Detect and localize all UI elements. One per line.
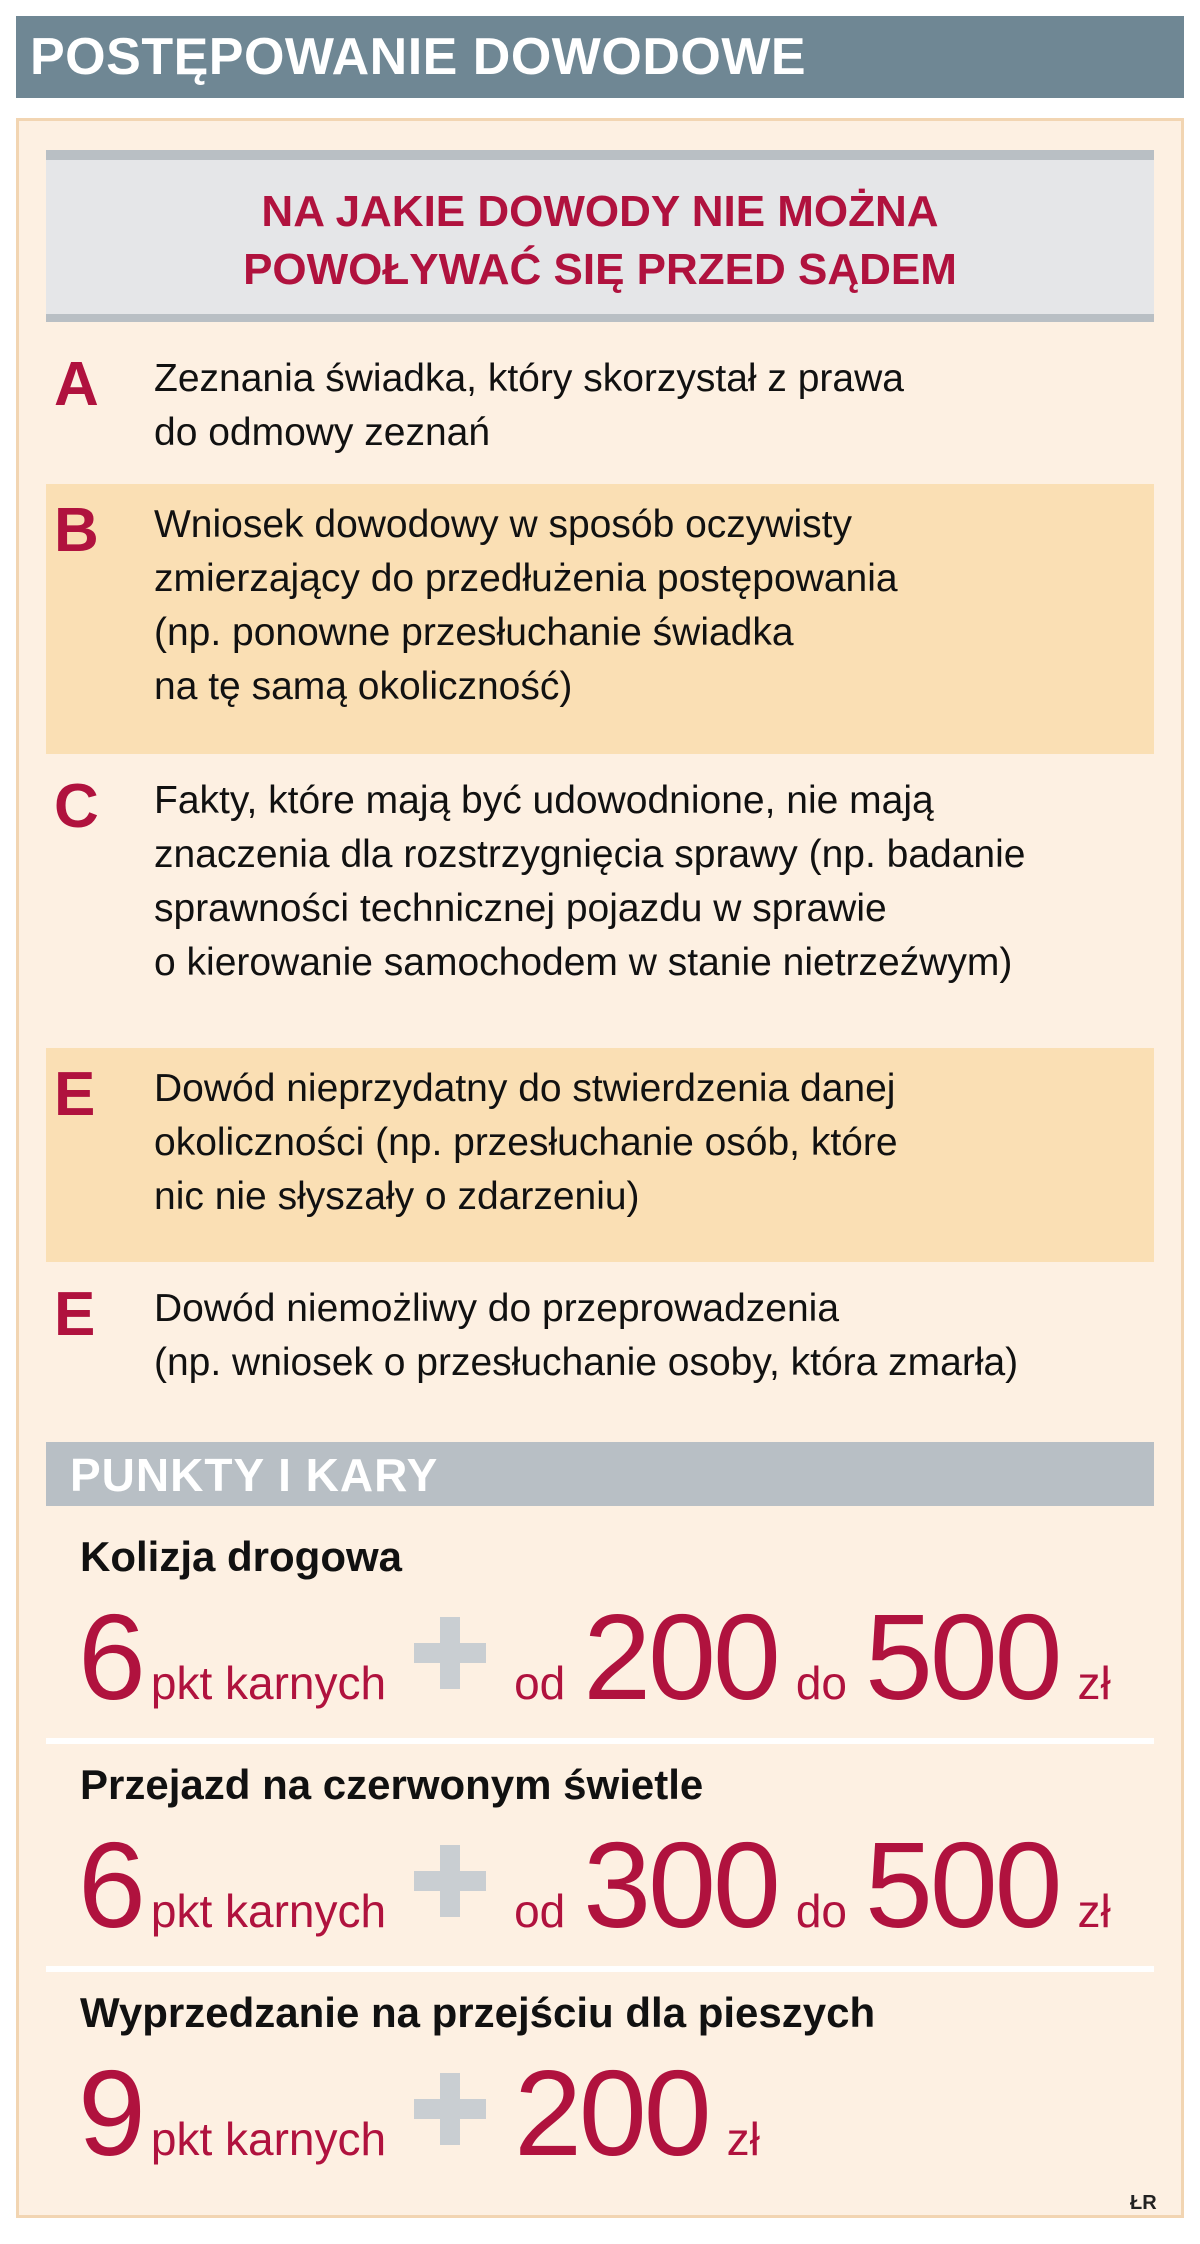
list-item — [46, 1268, 1154, 1430]
penalty-title: Kolizja drogowa — [80, 1533, 403, 1580]
item-text: Wniosek dowodowy w sposób oczywisty zmierzający do przedłużenia postępowania (np. ponowne przesłuchanie świadka na tę samą okoliczność) — [154, 503, 898, 708]
penalty-amount-from: 300 — [583, 1817, 778, 1953]
penalty-amount: 200 — [514, 2045, 709, 2181]
penalty-from-label: od — [514, 1657, 566, 1709]
section-heading — [46, 150, 1154, 322]
plus-icon — [414, 2073, 486, 2145]
penalty-to-label: do — [795, 1657, 847, 1709]
penalties-heading: PUNKTY I KARY — [46, 1442, 1154, 1506]
penalty-values — [78, 1589, 1111, 1725]
plus-icon — [414, 1845, 486, 1917]
penalty-points-label: pkt karnych — [150, 2113, 387, 2165]
penalty-points: 6 — [78, 1589, 143, 1725]
penalty-to-label: do — [795, 1885, 847, 1937]
page-title: POSTĘPOWANIE DOWODOWE — [16, 16, 1184, 98]
penalty-from-label: od — [514, 1885, 566, 1937]
item-letter: E — [54, 1060, 96, 1129]
item-text: Fakty, które mają być udowodnione, nie mają znaczenia dla rozstrzygnięcia sprawy (np. badanie sprawności technicznej pojazdu w sprawie o kierowanie samochodem w stanie nietrzeźwym) — [154, 779, 1026, 984]
list-item — [46, 484, 1154, 754]
penalty-title: Przejazd na czerwonym świetle — [80, 1761, 704, 1808]
penalty-points: 6 — [78, 1817, 143, 1953]
penalty-item — [46, 1518, 1154, 1736]
penalty-amount-to: 500 — [864, 1817, 1060, 1953]
item-letter: E — [54, 1280, 96, 1349]
divider — [46, 1966, 1154, 1972]
item-letter: B — [54, 496, 99, 565]
penalty-amount-from: 200 — [583, 1589, 778, 1725]
item-letter: C — [54, 772, 99, 841]
section-heading-line-2: POWOŁYWAĆ SIĘ PRZED SĄDEM — [243, 245, 957, 294]
item-text: Dowód niemożliwy do przeprowadzenia (np. wniosek o przesłuchanie osoby, która zmarła) — [154, 1287, 1019, 1384]
penalty-points-label: pkt karnych — [150, 1657, 387, 1709]
item-text: Zeznania świadka, który skorzystał z prawa do odmowy zeznań — [154, 357, 904, 454]
penalty-values — [78, 2045, 760, 2181]
section-heading-line-1: NA JAKIE DOWODY NIE MOŻNA — [261, 187, 939, 236]
penalty-title: Wyprzedzanie na przejściu dla pieszych — [80, 1989, 876, 2036]
plus-icon — [414, 1617, 486, 1689]
penalty-currency: zł — [726, 2113, 760, 2165]
item-letter: A — [54, 350, 99, 419]
author-credit: ŁR — [1130, 2192, 1157, 2214]
penalty-currency: zł — [1077, 1657, 1111, 1709]
penalty-values — [78, 1817, 1111, 1953]
list-item — [46, 1048, 1154, 1262]
penalty-points: 9 — [78, 2045, 143, 2181]
penalty-amount-to: 500 — [864, 1589, 1060, 1725]
penalty-currency: zł — [1077, 1885, 1111, 1937]
divider — [46, 1738, 1154, 1744]
penalty-item — [46, 1746, 1154, 1964]
item-text: Dowód nieprzydatny do stwierdzenia danej okoliczności (np. przesłuchanie osób, które nic nie słyszały o zdarzeniu) — [154, 1067, 898, 1218]
list-item — [46, 760, 1154, 1042]
list-item — [46, 338, 1154, 478]
penalty-item — [46, 1974, 1154, 2192]
penalty-points-label: pkt karnych — [150, 1885, 387, 1937]
